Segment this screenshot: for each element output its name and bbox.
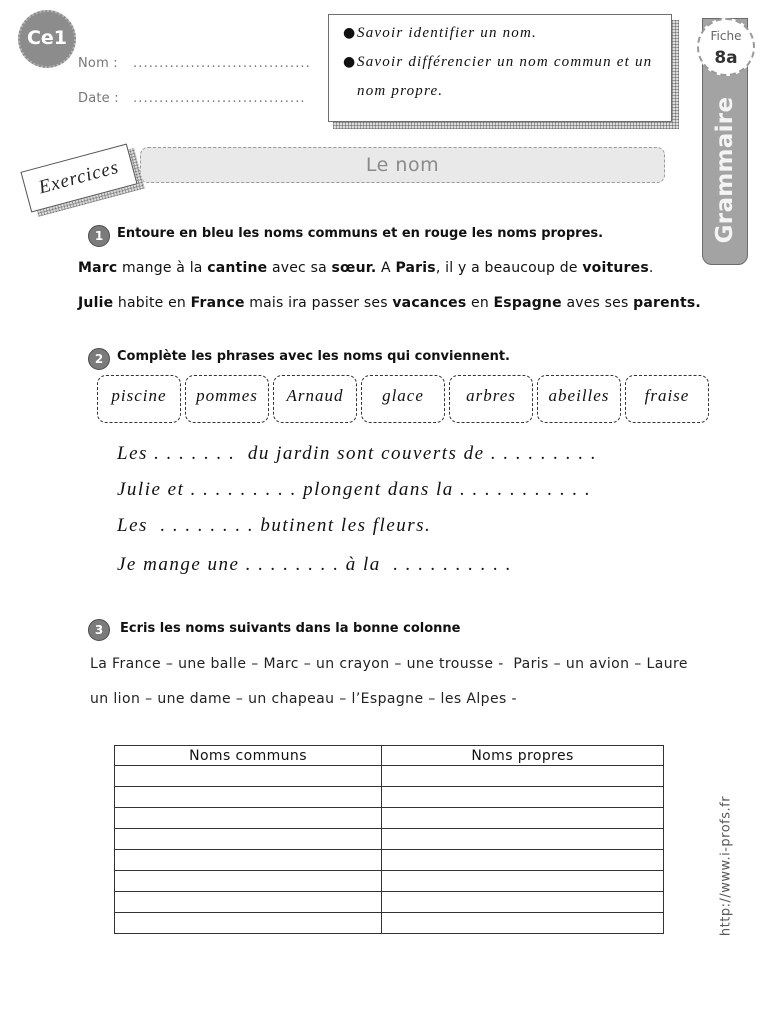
page-title: Le nom — [140, 147, 665, 183]
column-header-proper-nouns: Noms propres — [382, 746, 664, 766]
common-noun-cell — [115, 766, 382, 787]
exercise-1-sentence-2 — [78, 294, 701, 312]
word-bank-item: arbres — [449, 375, 533, 423]
exercise-2-instruction: Complète les phrases avec les noms qui conviennent. — [117, 349, 510, 364]
word-bank — [97, 375, 709, 423]
sentence-text: , il y a beaucoup de — [435, 260, 583, 276]
proper-noun-cell — [382, 829, 664, 850]
common-noun-cell — [115, 850, 382, 871]
noun-sorting-table — [114, 745, 664, 934]
section-label: Exercices — [20, 143, 137, 212]
fill-in-sentence: Les . . . . . . . du jardin sont couverts de . . . . . . . . . — [117, 443, 598, 464]
sentence-text: . — [648, 260, 654, 276]
table-row — [115, 892, 664, 913]
date-line — [78, 91, 306, 107]
name-label: Nom : — [78, 56, 118, 71]
highlighted-noun: voitures — [582, 260, 649, 276]
date-blank: ................................. — [133, 91, 306, 106]
objective-item — [343, 48, 659, 106]
table-row — [115, 850, 664, 871]
sentence-text: avec sa — [267, 260, 332, 276]
bullet-icon: ● — [343, 54, 357, 70]
proper-noun-cell — [382, 892, 664, 913]
names-table-body — [115, 766, 664, 934]
sentence-text: A — [376, 260, 396, 276]
sentence-text: mais ira passer ses — [244, 295, 393, 311]
noun-list-line: La France – une balle – Marc – un crayon – une trousse - Paris – un avion – Laure — [90, 656, 688, 672]
highlighted-noun: vacances — [392, 295, 467, 311]
table-header — [115, 746, 664, 766]
proper-noun-cell — [382, 808, 664, 829]
bullet-icon: ● — [343, 25, 357, 41]
word-bank-item: piscine — [97, 375, 181, 423]
noun-list-line: un lion – une dame – un chapeau – l’Espagne – les Alpes - — [90, 691, 517, 707]
name-blank: .................................. — [133, 56, 311, 71]
proper-noun-cell — [382, 766, 664, 787]
proper-noun-cell — [382, 913, 664, 934]
table-row — [115, 766, 664, 787]
exercise-number-1: 1 — [88, 225, 110, 247]
source-website: http://www.i-profs.fr — [718, 795, 734, 937]
common-noun-cell — [115, 808, 382, 829]
word-bank-item: pommes — [185, 375, 269, 423]
word-bank-item: glace — [361, 375, 445, 423]
highlighted-noun: Paris — [395, 260, 436, 276]
fill-in-sentence: Julie et . . . . . . . . . plongent dans la . . . . . . . . . . . — [117, 479, 592, 500]
column-header-common-nouns: Noms communs — [115, 746, 382, 766]
table-row — [115, 913, 664, 934]
highlighted-noun: cantine — [207, 260, 268, 276]
exercise-1-instruction: Entoure en bleu les noms communs et en rouge les noms propres. — [117, 226, 604, 241]
sentence-text: habite en — [113, 295, 191, 311]
section-label-card — [20, 143, 137, 212]
common-noun-cell — [115, 787, 382, 808]
exercise-3-instruction: Ecris les noms suivants dans la bonne colonne — [120, 621, 461, 636]
objective-text: Savoir identifier un nom. — [357, 25, 537, 41]
sentence-text: mange à la — [117, 260, 208, 276]
objective-text: Savoir différencier un nom commun et un nom propre. — [357, 54, 653, 99]
sheet-number-badge — [697, 18, 755, 76]
common-noun-cell — [115, 829, 382, 850]
fill-in-sentence: Je mange une . . . . . . . . à la . . . . . . . . . . — [117, 554, 512, 575]
common-noun-cell — [115, 913, 382, 934]
date-label: Date : — [78, 91, 119, 106]
sentence-text: aves ses — [561, 295, 634, 311]
word-bank-item: fraise — [625, 375, 709, 423]
common-noun-cell — [115, 871, 382, 892]
proper-noun-cell — [382, 871, 664, 892]
sheet-number: 8a — [714, 48, 738, 68]
table-header-row — [115, 746, 664, 766]
level-badge — [18, 10, 76, 68]
exercise-number-3: 3 — [88, 619, 110, 641]
objectives-box — [328, 14, 672, 122]
highlighted-noun: France — [190, 295, 245, 311]
table-row — [115, 829, 664, 850]
highlighted-noun: parents. — [633, 295, 701, 311]
objective-item — [343, 19, 659, 48]
table-row — [115, 871, 664, 892]
sheet-label: Fiche — [710, 29, 742, 43]
table-row — [115, 808, 664, 829]
table-row — [115, 787, 664, 808]
highlighted-noun: sœur. — [331, 260, 377, 276]
word-bank-item: abeilles — [537, 375, 621, 423]
name-line — [78, 56, 311, 72]
exercise-number-2: 2 — [88, 348, 110, 370]
common-noun-cell — [115, 892, 382, 913]
exercise-1-sentence-1 — [78, 259, 654, 277]
sentence-text: en — [466, 295, 494, 311]
word-bank-item: Arnaud — [273, 375, 357, 423]
proper-noun-cell — [382, 787, 664, 808]
highlighted-noun: Espagne — [493, 295, 562, 311]
fill-in-sentence: Les . . . . . . . . butinent les fleurs. — [117, 515, 432, 536]
highlighted-noun: Julie — [78, 295, 114, 311]
subject-label: Grammaire — [712, 96, 738, 244]
proper-noun-cell — [382, 850, 664, 871]
level-badge-text: Ce1 — [26, 26, 68, 49]
highlighted-noun: Marc — [78, 260, 118, 276]
